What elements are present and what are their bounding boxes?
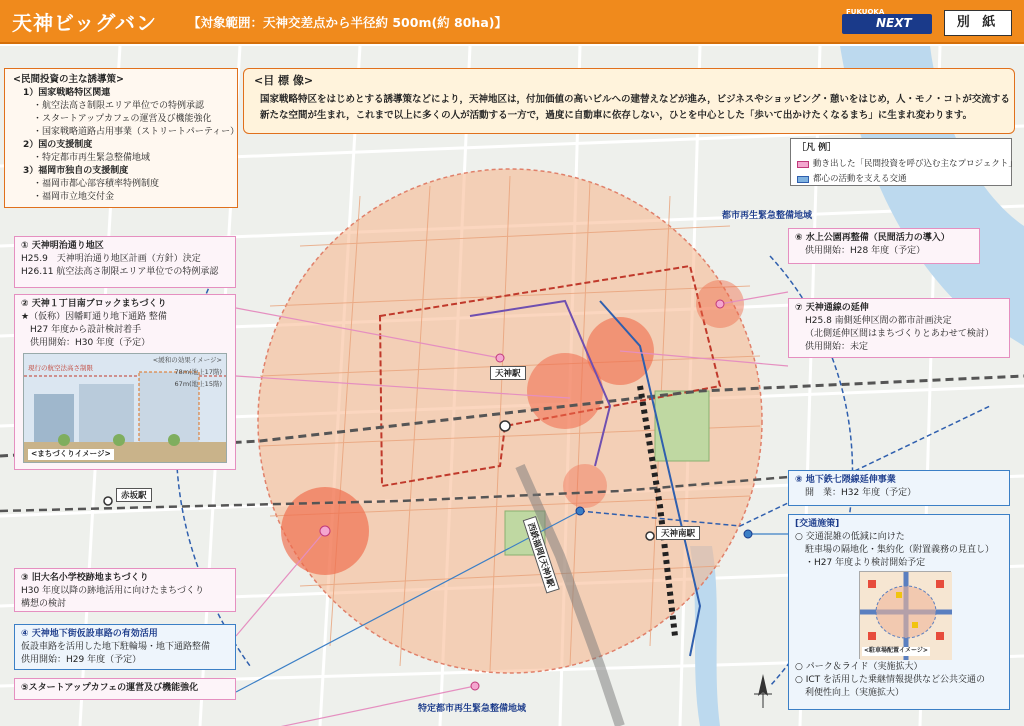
pi-item-1-sub-1: ・航空法高さ制限エリア単位での特例承認 (33, 100, 205, 111)
traffic-policy-title: [交通施策] (795, 519, 840, 529)
project-2-line-2: H27 年度から設計検討着手 (21, 325, 142, 336)
attachment-label: 別 紙 (944, 10, 1012, 36)
scope-text: 【対象範囲：天神交差点から半径約 500m(約 80ha)】 (188, 15, 507, 30)
legend-swatch-blue (797, 176, 809, 183)
traffic-policy-box (788, 514, 1010, 710)
fukuoka-next-logo (842, 8, 934, 38)
traffic-policy-line-1: ○ 交通混雑の低減に向けた (795, 532, 905, 543)
project-6-title: ⑥ 水上公園再整備（民間活力の導入） (795, 233, 950, 243)
logo-top-text: FUKUOKA (846, 8, 885, 16)
project-1-line-1: H25.9 天神明治通り地区計画（方針）決定 (21, 254, 201, 265)
traffic-policy-line-6: 利便性向上（実施拡大） (805, 688, 905, 699)
header (0, 0, 1024, 44)
akasaka-station-label: 赤坂駅 (116, 488, 152, 502)
illus-caption: <まちづくりイメージ> (28, 449, 114, 460)
urban-area-label-bottom: 特定都市再生緊急整備地域 (418, 704, 527, 714)
project-4-line-2: 供用開始：H29 年度（予定） (21, 655, 142, 666)
pi-item-1-sub-3: ・国家戦略道路占用事業（ストリートパーティー） (33, 126, 240, 137)
pi-item-2: 2）国の支援制度 (23, 139, 93, 150)
project-point-1 (496, 354, 504, 362)
project-point-6 (716, 300, 724, 308)
illus-relax-effect-label: <緩和の効果イメージ> (152, 356, 222, 364)
illus-78m-label: 78m(地上17階) (174, 368, 222, 376)
project-2-line-3: 供用開始：H30 年度（予定） (21, 338, 151, 349)
project-point-4 (576, 507, 584, 515)
project-1-title: ① 天神明治通り地区 (21, 241, 104, 251)
parking-layout-illustration (859, 571, 951, 659)
tenjin-station-label: 天神駅 (490, 366, 526, 380)
project-box-7 (788, 298, 1010, 358)
traffic-policy-line-5: ○ ICT を活用した乗継情報提供など公共交通の (795, 675, 986, 686)
parking-illus-caption: <駐車場配置イメージ> (864, 647, 928, 655)
project-box-3 (14, 568, 236, 612)
goal-line-1: 国家戦略特区をはじめとする誘導策などにより，天神地区は，付加価値の高いビルへの建替えなどが進み，ビジネスやショッピング・憩いをはじめ，人・モノ・コトが交流する (260, 93, 1010, 105)
private-investment-title: <民間投資の主な誘導策> (13, 74, 124, 85)
station-marker-tenjin (500, 421, 510, 431)
illus-67m-label: 67m(地上15階) (174, 380, 222, 388)
project-5-title: ⑤スタートアップカフェの運営及び機能強化 (21, 683, 199, 693)
page-title: 天神ビッグバン (12, 11, 157, 35)
town-development-illustration (23, 353, 227, 463)
project-8-title: ⑧ 地下鉄七隈線延伸事業 (795, 475, 896, 485)
project-7-line-1: H25.8 南側延伸区間の都市計画決定 (805, 316, 952, 327)
project-point-8 (744, 530, 752, 538)
project-3-line-2: 構想の検討 (21, 599, 67, 610)
project-3-line-1: H30 年度以降の跡地活用に向けたまちづくり (21, 586, 204, 597)
pi-item-1-sub-2: ・スタートアップカフェの運営及び機能強化 (33, 113, 212, 124)
urban-area-label-top: 都市再生緊急整備地域 (722, 211, 813, 221)
legend-item-blue (797, 173, 1005, 185)
legend-title: ［凡 例］ (797, 143, 837, 153)
project-8-line-1: 開 業：H32 年度（予定） (805, 488, 917, 499)
project-box-1 (14, 236, 236, 288)
project-6-line-1: 供用開始：H28 年度（予定） (805, 246, 926, 257)
legend-label-pink: 動き出した「民間投資を呼び込む主なプロジェクト」 (813, 159, 1017, 170)
project-box-6 (788, 228, 980, 264)
station-marker-akasaka (104, 497, 112, 505)
project-point-5 (471, 682, 479, 690)
logo-main-text: NEXT (876, 16, 912, 30)
pi-item-2-sub-1: ・特定都市再生緊急整備地域 (33, 153, 151, 163)
project-box-2 (14, 294, 236, 470)
legend-label-blue: 都心の活動を支える交通 (813, 174, 907, 185)
nishitetsu-station-label: 西鉄福岡(天神)駅 (523, 516, 560, 594)
project-2-line-1: ★（仮称）因幡町通り地下通路 整備 (21, 312, 167, 323)
north-arrow-icon (752, 672, 774, 710)
pi-item-1: 1）国家戦略特区関連 (23, 87, 111, 98)
legend-swatch-pink (797, 161, 809, 168)
goal-box (243, 68, 1015, 134)
goal-line-2: 新たな空間が生まれ，これまで以上に多くの人が活動する一方で，過度に自動車に依存しない，ひとを中心とした「歩いて出かけたくなるまち」に生まれ変わります。 (260, 110, 973, 122)
pi-item-3-sub-1: ・福岡市都心部容積率特例制度 (33, 179, 160, 190)
project-1-line-2: H26.11 航空法高さ制限エリア単位での特例承認 (21, 267, 219, 278)
pi-item-3-sub-2: ・福岡市立地交付金 (33, 192, 115, 203)
traffic-policy-line-4: ○ パーク＆ライド（実施拡大） (795, 662, 923, 672)
traffic-policy-line-2: 駐車場の隔地化・集約化（附置義務の見直し） (805, 545, 995, 556)
project-7-title: ⑦ 天神通線の延伸 (795, 303, 869, 313)
station-marker-minami (646, 532, 654, 540)
legend-box (790, 138, 1017, 186)
project-2-title: ② 天神１丁目南ブロックまちづくり (21, 299, 167, 309)
pi-item-3: 3）福岡市独自の支援制度 (23, 166, 129, 177)
project-box-5 (14, 678, 236, 700)
project-7-line-2: （北側延伸区間はまちづくりとあわせて検討） (805, 329, 994, 340)
hotspot-5 (563, 464, 607, 508)
tenjin-minami-station-label: 天神南駅 (656, 526, 700, 540)
project-box-4 (14, 624, 236, 670)
project-3-title: ③ 旧大名小学校跡地まちづくり (21, 573, 149, 583)
legend-item-pink (797, 158, 1017, 170)
project-7-line-3: 供用開始：未定 (805, 342, 869, 353)
illus-current-limit-label: 現行の航空法高さ制限 (28, 364, 93, 372)
private-investment-box (4, 68, 238, 208)
project-4-title: ④ 天神地下街仮設車路の有効活用 (21, 629, 158, 639)
project-point-3 (320, 526, 330, 536)
project-box-8 (788, 470, 1010, 506)
goal-title: <目 標 像> (254, 74, 314, 87)
traffic-policy-line-3: ・H27 年度より検討開始予定 (805, 558, 926, 569)
project-4-line-1: 仮設車路を活用した地下駐輪場・地下通路整備 (21, 642, 211, 653)
